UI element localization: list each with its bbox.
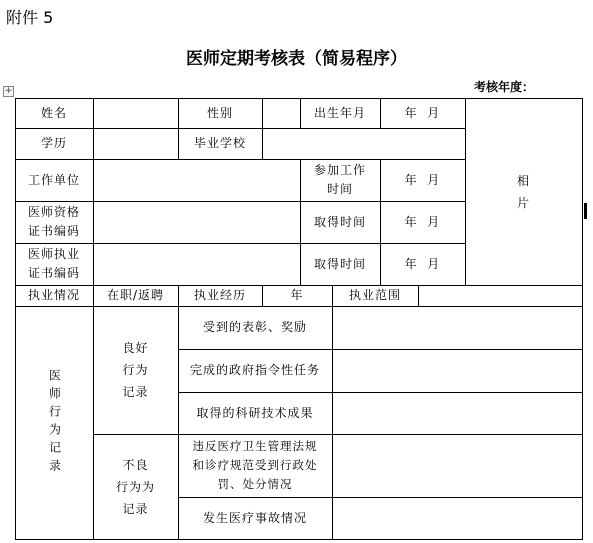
bad-accidents-label: 发生医疗事故情况 [202,510,307,525]
good-awards-field[interactable] [332,306,582,349]
name-label: 姓名 [40,105,67,120]
behavior-record-text: 医师行为记录 [47,368,62,477]
good-tasks-label: 完成的政府指令性任务 [189,363,320,377]
in-service-field[interactable]: 在职/返聘 [106,288,165,302]
bad-violations-field[interactable] [332,434,582,497]
name-field[interactable] [93,98,178,128]
good-research-field[interactable] [332,392,582,434]
gender-label: 性别 [206,105,233,120]
work-start-label: 参加工作 时间 [313,163,366,196]
annex-label: 附件 5 [6,8,54,27]
qual-obtain-field[interactable]: 年 月 [404,214,441,229]
gender-field[interactable] [262,98,300,128]
prac-obtain-field[interactable]: 年 月 [404,256,441,271]
behavior-record-label [15,306,93,539]
practice-years-label: 执业经历 [193,288,246,302]
birth-field[interactable]: 年 月 [404,105,441,120]
work-start-field[interactable]: 年 月 [404,172,441,187]
good-research-label: 取得的科研技术成果 [196,405,314,420]
text-cursor [584,203,587,219]
good-tasks-field[interactable] [332,349,582,392]
birth-label: 出生年月 [313,105,366,120]
good-record-label: 良好 行为 记录 [122,341,149,399]
form-title: 医师定期考核表（简易程序） [186,49,407,69]
prac-obtain-label: 取得时间 [313,256,366,271]
good-awards-label: 受到的表彰、奖励 [202,320,307,334]
prac-cert-field[interactable] [93,243,300,285]
school-label: 毕业学校 [193,136,246,150]
practice-status-label: 执业情况 [27,288,80,302]
school-field[interactable] [262,128,465,159]
work-unit-label: 工作单位 [27,172,80,187]
qual-obtain-label: 取得时间 [313,214,366,229]
photo-box[interactable]: 相 片 [516,173,530,210]
bad-record-label: 不良 行为为 记录 [115,457,155,516]
work-unit-field[interactable] [93,159,300,201]
prac-cert-label: 医师执业 证书编码 [27,247,80,280]
qual-cert-label: 医师资格 证书编码 [27,205,80,238]
assess-year-label: 考核年度： [474,80,535,94]
table-move-handle-icon[interactable]: + [4,86,13,96]
bad-violations-label: 违反医疗卫生管理法规 和诊疗规范受到行政处 罚、处分情况 [192,439,318,491]
education-label: 学历 [40,136,67,150]
practice-scope-field[interactable] [418,285,582,306]
practice-scope-label: 执业范围 [348,288,401,302]
bad-accidents-field[interactable] [332,497,582,539]
qual-cert-field[interactable] [93,201,300,243]
practice-years-field[interactable]: 年 [290,288,304,302]
education-field[interactable] [93,128,178,159]
